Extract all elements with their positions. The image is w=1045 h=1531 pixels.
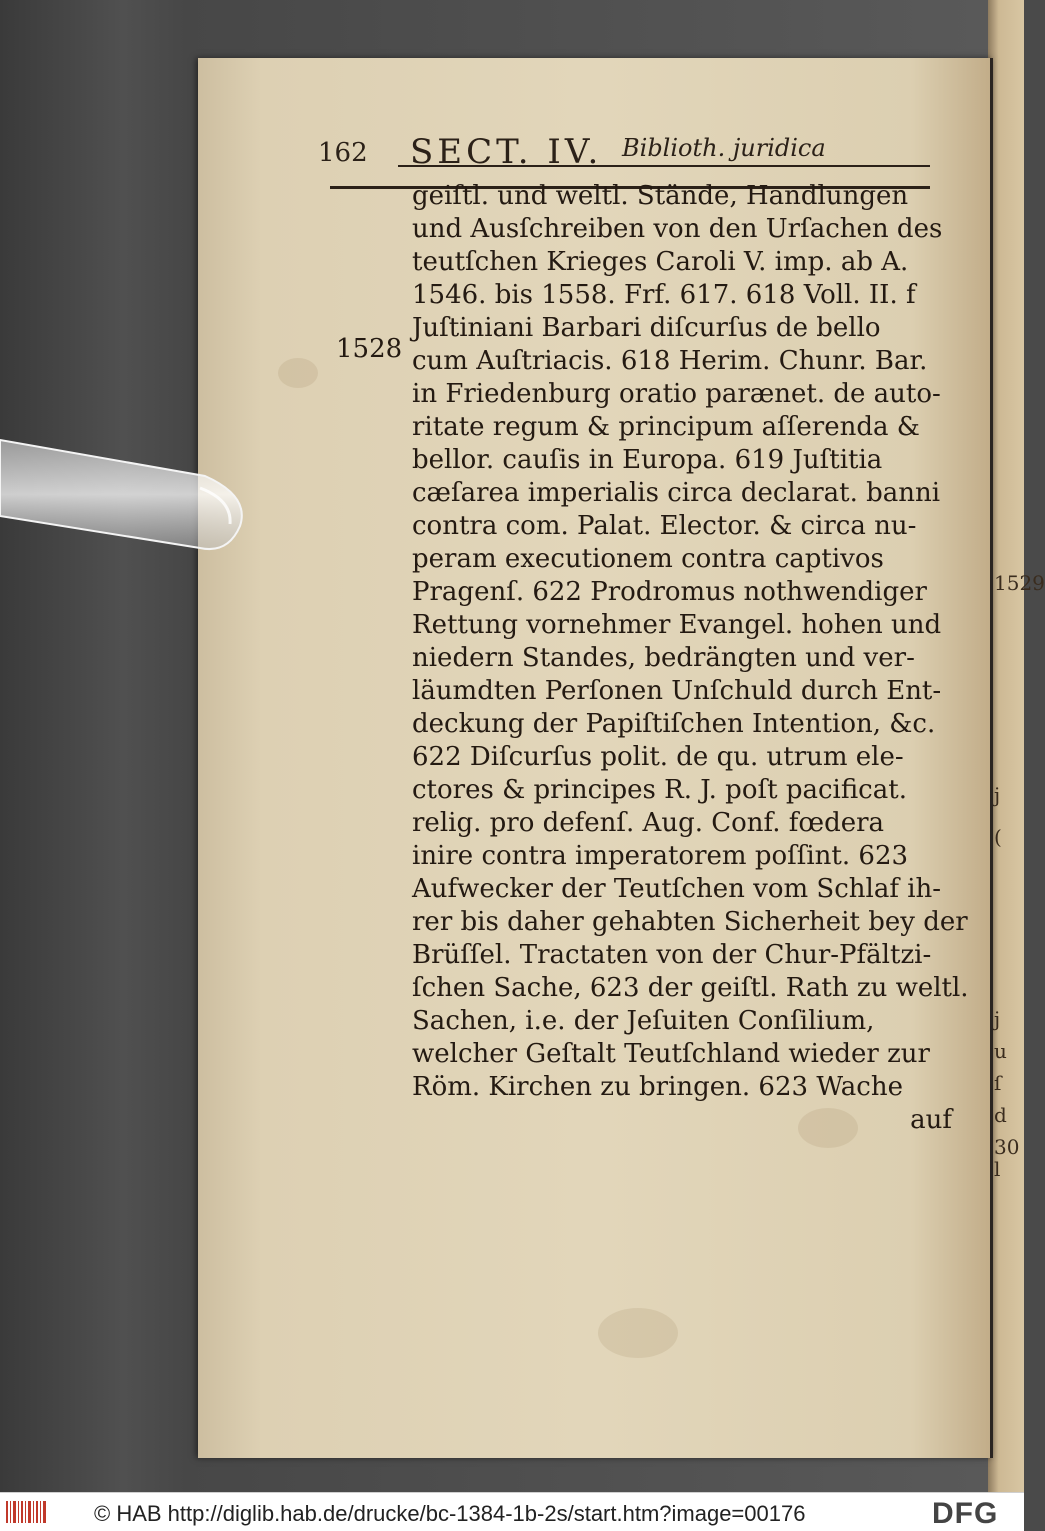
- text-line: bellor. cauſis in Europa. 619 Juſtitia: [412, 445, 883, 475]
- opposite-fragment: [994, 908, 1024, 968]
- text-line: Aufwecker der Teutſchen vom Schlaf ih-: [412, 874, 942, 904]
- opposite-fragment: [994, 848, 1024, 908]
- text-line: inire contra imperatorem poſſint. 623: [412, 841, 909, 871]
- page-text: [412, 180, 969, 1137]
- text-line: in Friedenburg oratio parænet. de auto-: [412, 379, 941, 409]
- opposite-fragment: [994, 594, 1024, 694]
- page-clamp: [0, 436, 250, 556]
- opposite-fragment: u: [994, 1039, 1007, 1063]
- opposite-fragment: ſ: [994, 1071, 1002, 1095]
- text-line: peram executionem contra captivos: [412, 544, 884, 574]
- dfg-logo: DFG: [932, 1497, 999, 1530]
- text-line: contra com. Palat. Elector. & circa nu-: [412, 511, 917, 541]
- opposite-fragment: j: [994, 1007, 1001, 1031]
- running-title: Biblioth. juridica: [622, 134, 826, 162]
- text-line: läumdten Perſonen Unſchuld durch Ent-: [412, 676, 942, 706]
- text-line: teutſchen Krieges Caroli V. imp. ab A.: [412, 247, 909, 277]
- opposite-fragment: 30 l: [994, 1135, 1020, 1181]
- text-line: geiſtl. und weltl. Stände, Handlungen: [412, 181, 909, 211]
- opposite-page-fragments: [994, 571, 1045, 1181]
- book-page: [198, 58, 993, 1458]
- section-heading: SECT. IV.: [410, 132, 603, 172]
- opposite-fragment: 1529: [994, 571, 1045, 595]
- text-line: ctores & principes R. J. poſt pacificat.: [412, 775, 907, 805]
- text-line: Brüſſel. Tractaten von der Chur-Pfältzi-: [412, 940, 932, 970]
- copyright-url[interactable]: © HAB http://diglib.hab.de/drucke/bc-1384-1b-2s/start.htm?image=00176: [94, 1501, 806, 1526]
- page-header: [318, 128, 938, 172]
- text-line: welcher Geſtalt Teutſchland wieder zur: [412, 1039, 930, 1069]
- text-line: Sachen, i.e. der Jeſuiten Conſilium,: [412, 1006, 875, 1036]
- text-line: relig. pro defenſ. Aug. Conf. fœdera: [412, 808, 885, 838]
- header-rule: [398, 165, 930, 167]
- opposite-fragment: j: [994, 783, 1001, 807]
- opposite-fragment: d: [994, 1103, 1007, 1127]
- catchword: auf: [910, 1105, 952, 1135]
- footer-bar: [0, 1492, 1024, 1531]
- text-line: Rettung vornehmer Evangel. hohen und: [412, 610, 942, 640]
- text-line: Pragenſ. 622 Prodromus nothwendiger: [412, 577, 927, 607]
- barcode-icon: [6, 1501, 46, 1523]
- text-line: 1546. bis 1558. Frf. 617. 618 Voll. II. f: [412, 280, 916, 310]
- paper-stain: [278, 358, 318, 388]
- opposite-fragment: (: [994, 825, 1002, 849]
- text-line: niedern Standes, bedrängten und ver-: [412, 643, 915, 673]
- margin-number: 1528: [336, 334, 403, 364]
- text-line: cæſarea imperialis circa declarat. banni: [412, 478, 941, 508]
- text-line: ritate regum & principum aſſerenda &: [412, 412, 920, 442]
- text-line: deckung der Papiſtiſchen Intention, &c.: [412, 709, 936, 739]
- text-line: und Ausſchreiben von den Urſachen des: [412, 214, 943, 244]
- text-line: Juſtiniani Barbari diſcurſus de bello: [412, 313, 881, 343]
- text-line: cum Auſtriacis. 618 Herim. Chunr. Bar.: [412, 346, 928, 376]
- text-line: Röm. Kirchen zu bringen. 623 Wache: [412, 1072, 903, 1102]
- text-line: ſchen Sache, 623 der geiſtl. Rath zu weltl.: [412, 973, 969, 1003]
- page-number: 162: [318, 138, 368, 168]
- text-line: rer bis daher gehabten Sicherheit bey der: [412, 907, 968, 937]
- paper-stain: [598, 1308, 678, 1358]
- text-line: 622 Diſcurſus polit. de qu. utrum ele-: [412, 742, 904, 772]
